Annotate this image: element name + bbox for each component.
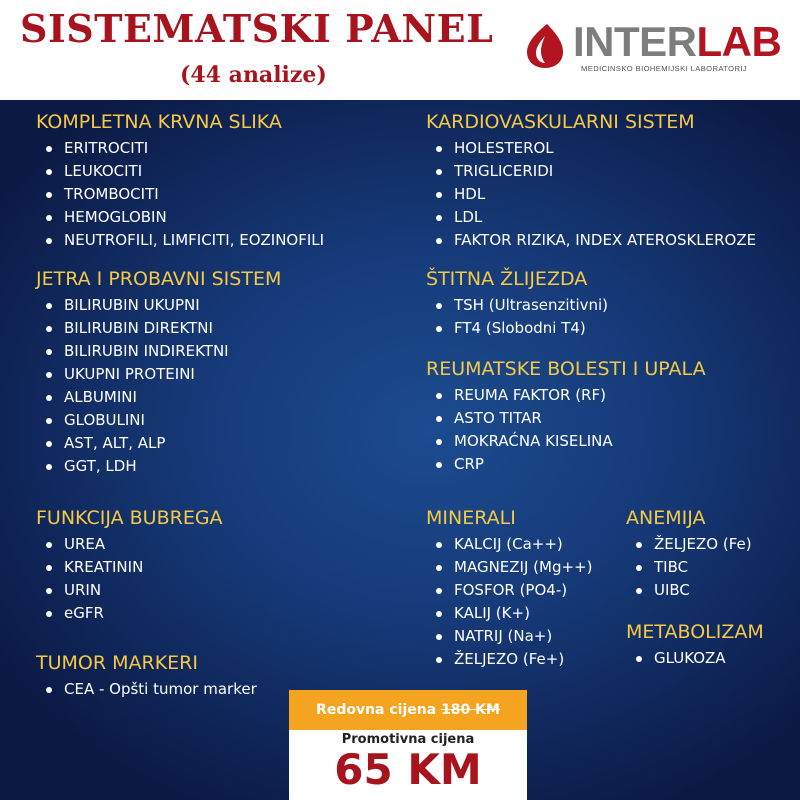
section-title: KARDIOVASKULARNI SISTEM <box>426 111 695 133</box>
analysis-list <box>626 647 764 670</box>
list-item: NATRIJ (Na+) <box>426 625 592 648</box>
regular-price-label: Redovna cijena <box>316 702 437 718</box>
analysis-list <box>36 533 223 625</box>
section-title: ŠTITNA ŽLIJEZDA <box>426 268 588 290</box>
list-item: FT4 (Slobodni T4) <box>426 317 608 340</box>
price-box <box>289 690 527 800</box>
list-item: TROMBOCITI <box>36 183 324 206</box>
list-item: GLUKOZA <box>626 647 764 670</box>
list-item: eGFR <box>36 602 223 625</box>
section-title: KOMPLETNA KRVNA SLIKA <box>36 111 282 133</box>
blood-drop-icon <box>523 22 567 70</box>
list-item: MAGNEZIJ (Mg++) <box>426 556 592 579</box>
section-krvna-slika <box>36 110 324 252</box>
logo-tagline: MEDICINSKO BIOHEMIJSKI LABORATORIJ <box>581 64 748 73</box>
list-item: ŽELJEZO (Fe) <box>626 533 752 556</box>
section-title: JETRA I PROBAVNI SISTEM <box>36 268 282 290</box>
list-item: MOKRAĆNA KISELINA <box>426 430 706 453</box>
list-item: ALBUMINI <box>36 386 281 409</box>
list-item: CRP <box>426 453 706 476</box>
list-item: UIBC <box>626 579 752 602</box>
list-item: HDL <box>426 183 756 206</box>
section-title: FUNKCIJA BUBREGA <box>36 507 223 529</box>
list-item: HEMOGLOBIN <box>36 206 324 229</box>
interlab-logo <box>523 18 793 78</box>
list-item: BILIRUBIN UKUPNI <box>36 294 281 317</box>
list-item: GLOBULINI <box>36 409 281 432</box>
list-item: LEUKOCITI <box>36 160 324 183</box>
list-item: FAKTOR RIZIKA, INDEX ATEROSKLEROZE <box>426 229 756 252</box>
section-bubreg <box>36 506 223 625</box>
list-item: BILIRUBIN DIREKTNI <box>36 317 281 340</box>
section-title: REUMATSKE BOLESTI I UPALA <box>426 358 706 380</box>
list-item: LDL <box>426 206 756 229</box>
list-item: BILIRUBIN INDIREKTNI <box>36 340 281 363</box>
logo-wordmark <box>573 16 781 68</box>
list-item: URIN <box>36 579 223 602</box>
list-item: ŽELJEZO (Fe+) <box>426 648 592 671</box>
list-item: GGT, LDH <box>36 455 281 478</box>
page-title: SISTEMATSKI PANEL <box>20 6 494 51</box>
analysis-list <box>36 137 324 252</box>
section-title: ANEMIJA <box>626 507 706 529</box>
regular-price-banner <box>289 690 527 730</box>
list-item: TSH (Ultrasenzitivni) <box>426 294 608 317</box>
list-item: AST, ALT, ALP <box>36 432 281 455</box>
list-item: ASTO TITAR <box>426 407 706 430</box>
section-reuma <box>426 357 706 476</box>
section-stitna <box>426 267 608 340</box>
list-item: UKUPNI PROTEINI <box>36 363 281 386</box>
section-tumor-markeri <box>36 651 257 701</box>
logo-word-inter: INTER <box>573 18 697 65</box>
section-minerali <box>426 506 592 671</box>
promo-price-panel <box>289 730 527 800</box>
analysis-list <box>426 384 706 476</box>
section-anemija <box>626 506 752 602</box>
list-item: HOLESTEROL <box>426 137 756 160</box>
list-item: NEUTROFILI, LIMFICITI, EOZINOFILI <box>36 229 324 252</box>
analysis-list <box>36 678 257 701</box>
section-metabolizam <box>626 620 764 670</box>
list-item: ERITROCITI <box>36 137 324 160</box>
analysis-list <box>426 137 756 252</box>
section-title: TUMOR MARKERI <box>36 652 198 674</box>
promo-price-label: Promotivna cijena <box>341 732 475 747</box>
page-subtitle: (44 analize) <box>180 62 327 88</box>
promo-price-value: 65 KM <box>334 745 482 794</box>
list-item: UREA <box>36 533 223 556</box>
regular-price-value: 180 KM <box>441 702 500 718</box>
section-jetra <box>36 267 281 478</box>
list-item: REUMA FAKTOR (RF) <box>426 384 706 407</box>
list-item: FOSFOR (PO4-) <box>426 579 592 602</box>
list-item: KREATININ <box>36 556 223 579</box>
list-item: TRIGLICERIDI <box>426 160 756 183</box>
header <box>0 0 800 100</box>
list-item: KALCIJ (Ca++) <box>426 533 592 556</box>
analysis-list <box>626 533 752 602</box>
logo-word-lab: LAB <box>696 18 782 65</box>
list-item: TIBC <box>626 556 752 579</box>
section-title: METABOLIZAM <box>626 621 764 643</box>
section-kardiovaskularni <box>426 110 756 252</box>
analysis-list <box>426 533 592 671</box>
analysis-list <box>36 294 281 478</box>
section-title: MINERALI <box>426 507 516 529</box>
list-item: CEA - Opšti tumor marker <box>36 678 257 701</box>
analysis-list <box>426 294 608 340</box>
list-item: KALIJ (K+) <box>426 602 592 625</box>
